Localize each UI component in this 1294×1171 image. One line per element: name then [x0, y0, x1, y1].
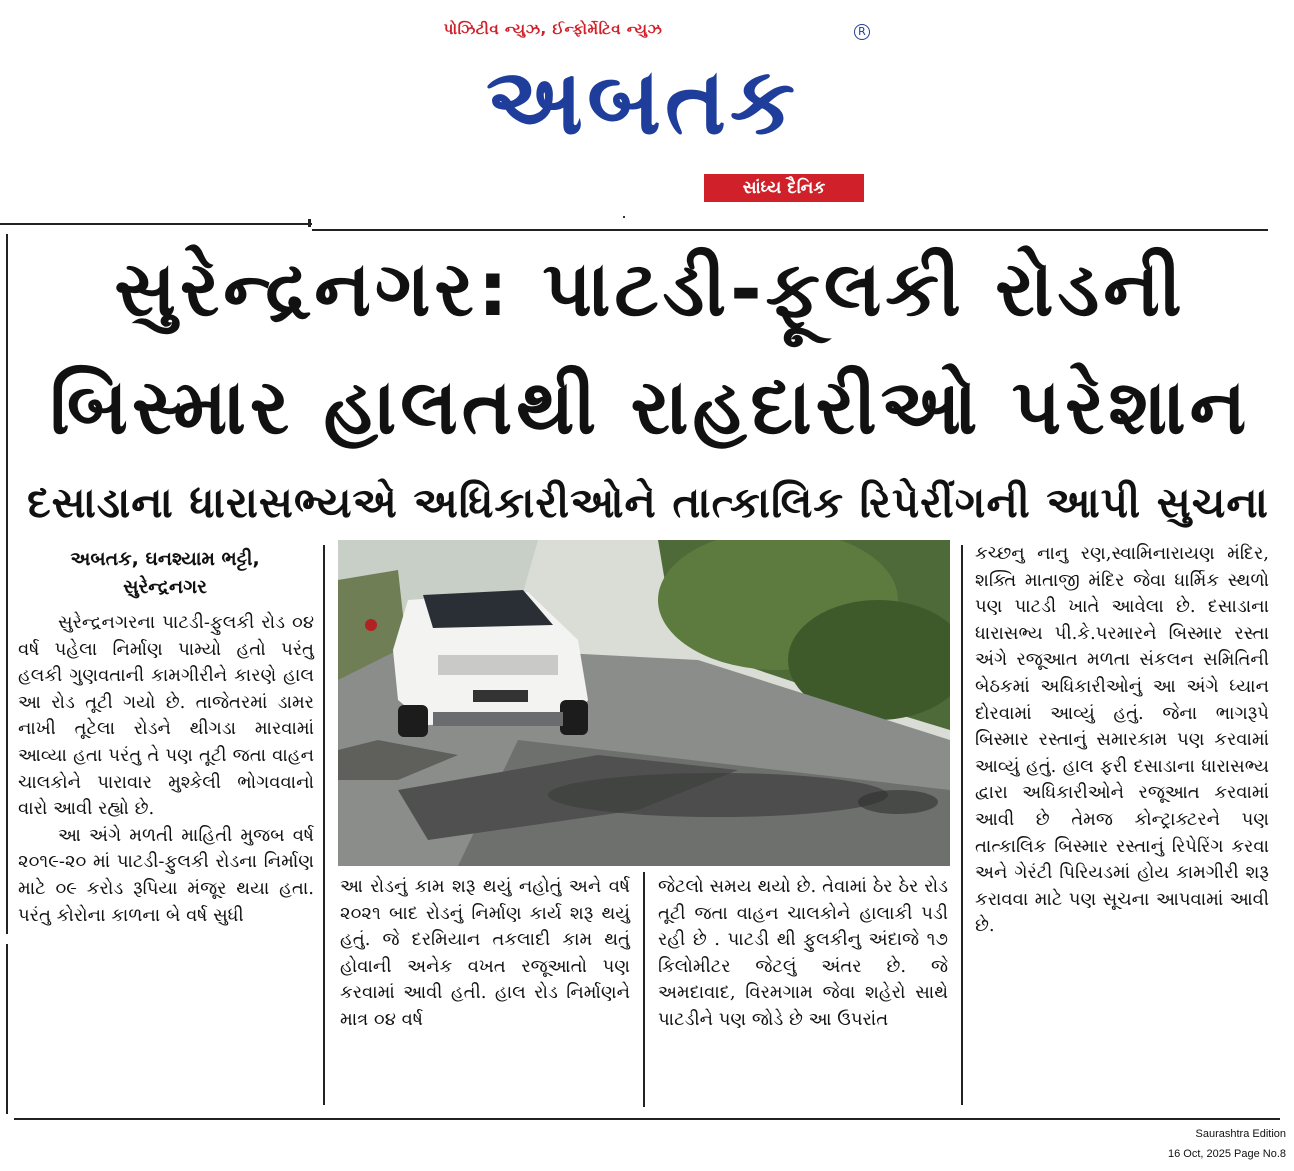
- article-column-3: [658, 874, 948, 1034]
- edition-label: Saurashtra Edition: [1195, 1128, 1286, 1140]
- article-paragraph: કચ્છનુ નાનુ રણ,સ્વામિનારાયણ મંદિર, શક્તિ માતાજી મંદિર જેવા ધાર્મિક સ્થળો પણ પાટડી ખાતે આવેલા છે. દસાડાના ધારાસભ્ય પી.કે.પરમારને બિસ્માર રસ્તા અંગે રજૂઆત મળતા સંકલન સમિતિની બેઠકમાં અધિકારીઓનું આ અંગે ધ્યાન દોરવામાં આવ્યું હતું. જેના ભાગરૂપે બિસ્માર રસ્તાનું સમારકામ પણ કરવામાં આવ્યું હતું. હાલ ફરી દસાડાના ધારાસભ્ય દ્વારા અધિકારીઓને રજૂઆત કરવામાં આવી છે તેમજ કોન્ટ્રાક્ટરને પણ તાત્કાલિક બિસ્માર રસ્તાનું રિપેરિંગ કરવા અને ગેરંટી પિરિયડમાં હોય કામગીરી શરૂ કરાવવા માટે પણ સૂચના આપવામાં આવી છે.: [975, 543, 1269, 937]
- article-column-2: [340, 874, 630, 1034]
- article-photo-road: [338, 540, 950, 866]
- headline-line-2: બિસ્માર હાલતથી રાહદારીઓ પરેશાન: [49, 362, 1251, 451]
- column-divider-2: [643, 872, 645, 1107]
- bottom-rule: [14, 1118, 1280, 1120]
- top-left-rule-tick: [308, 219, 311, 227]
- masthead-sub-brand: સાંધ્ય દૈનિક: [704, 174, 864, 202]
- byline-author: અબતક, ઘનશ્યામ ભટ્ટી,: [70, 548, 260, 570]
- masthead-tagline: પોઝિટીવ ન્યુઝ, ઈન્ફોર્મેટિવ ન્યુઝ: [443, 20, 663, 38]
- article-paragraph: સુરેન્દ્રનગરના પાટડી-ફુલકી રોડ ૦૪ વર્ષ પહેલા નિર્માણ પામ્યો હતો પરંતુ હલકી ગુણવતાની કામગીરીને કારણે હાલ આ રોડ તૂટી ગયો છે. તાજેતરમાં ડામર નાખી તૂટેલા રોડને થીગડા મારવામાં આવ્યા હતા પરંતુ તે પણ તૂટી જતા વાહન ચાલકોને પારાવાર મુશ્કેલી ભોગવવાનો વારો આવી રહ્યો છે.: [18, 612, 314, 820]
- article-paragraph: આ રોડનું કામ શરૂ થયું નહોતું અને વર્ષ ૨૦૨૧ બાદ રોડનું નિર્માણ કાર્ય શરૂ થયું હતું. જે દરમિયાન તકલાદી કામ થતું હોવાની અનેક વખત રજૂઆતો પણ કરવામાં આવી હતી. હાલ રોડ નિર્માણને માત્ર ૦૪ વર્ષ: [340, 876, 630, 1030]
- column-divider-1: [323, 545, 325, 1105]
- left-vertical-rule-lower: [6, 944, 8, 1114]
- registered-mark-icon: R: [854, 24, 870, 40]
- article-paragraph: આ અંગે મળતી માહિતી મુજબ વર્ષ ૨૦૧૯-૨૦ માં પાટડી-ફુલકી રોડના નિર્માણ માટે ૦૯ કરોડ રૂપિયા મંજૂર થયા હતા. પરંતુ કોરોના કાળના બે વર્ષ સુધી: [18, 824, 314, 926]
- date-page-label: 16 Oct, 2025 Page No.8: [1167, 1148, 1286, 1160]
- column-divider-3: [961, 545, 963, 1105]
- subheadline: દસાડાના ધારાસભ્યએ અધિકારીઓને તાત્કાલિક રિપેરીંગની આપી સુચના: [27, 478, 1269, 527]
- article-column-1: [18, 610, 314, 929]
- article-column-4: [975, 541, 1269, 940]
- headline-line-1: સુરેન્દ્રનગર: પાટડી-ફૂલકી રોડની: [114, 244, 1186, 333]
- top-right-rule: [312, 229, 1268, 231]
- article-paragraph: જેટલો સમય થયો છે. તેવામાં ઠેર ઠેર રોડ તૂટી જતા વાહન ચાલકોને હાલાકી પડી રહી છે . પાટડી થી ફુલકીનુ અંદાજે ૧૭ કિલોમીટર જેટલું અંતર છે. જે અમદાવાદ, વિરમગામ જેવા શહેરો સાથે પાટડીને પણ જોડે છે આ ઉપરાંત: [658, 876, 948, 1030]
- separator-dot: [623, 216, 625, 218]
- newspaper-logo: અબતક: [486, 48, 799, 155]
- top-left-rule: [0, 223, 312, 225]
- byline-place: સુરેન્દ્રનગર: [123, 576, 207, 598]
- left-vertical-rule: [6, 234, 8, 934]
